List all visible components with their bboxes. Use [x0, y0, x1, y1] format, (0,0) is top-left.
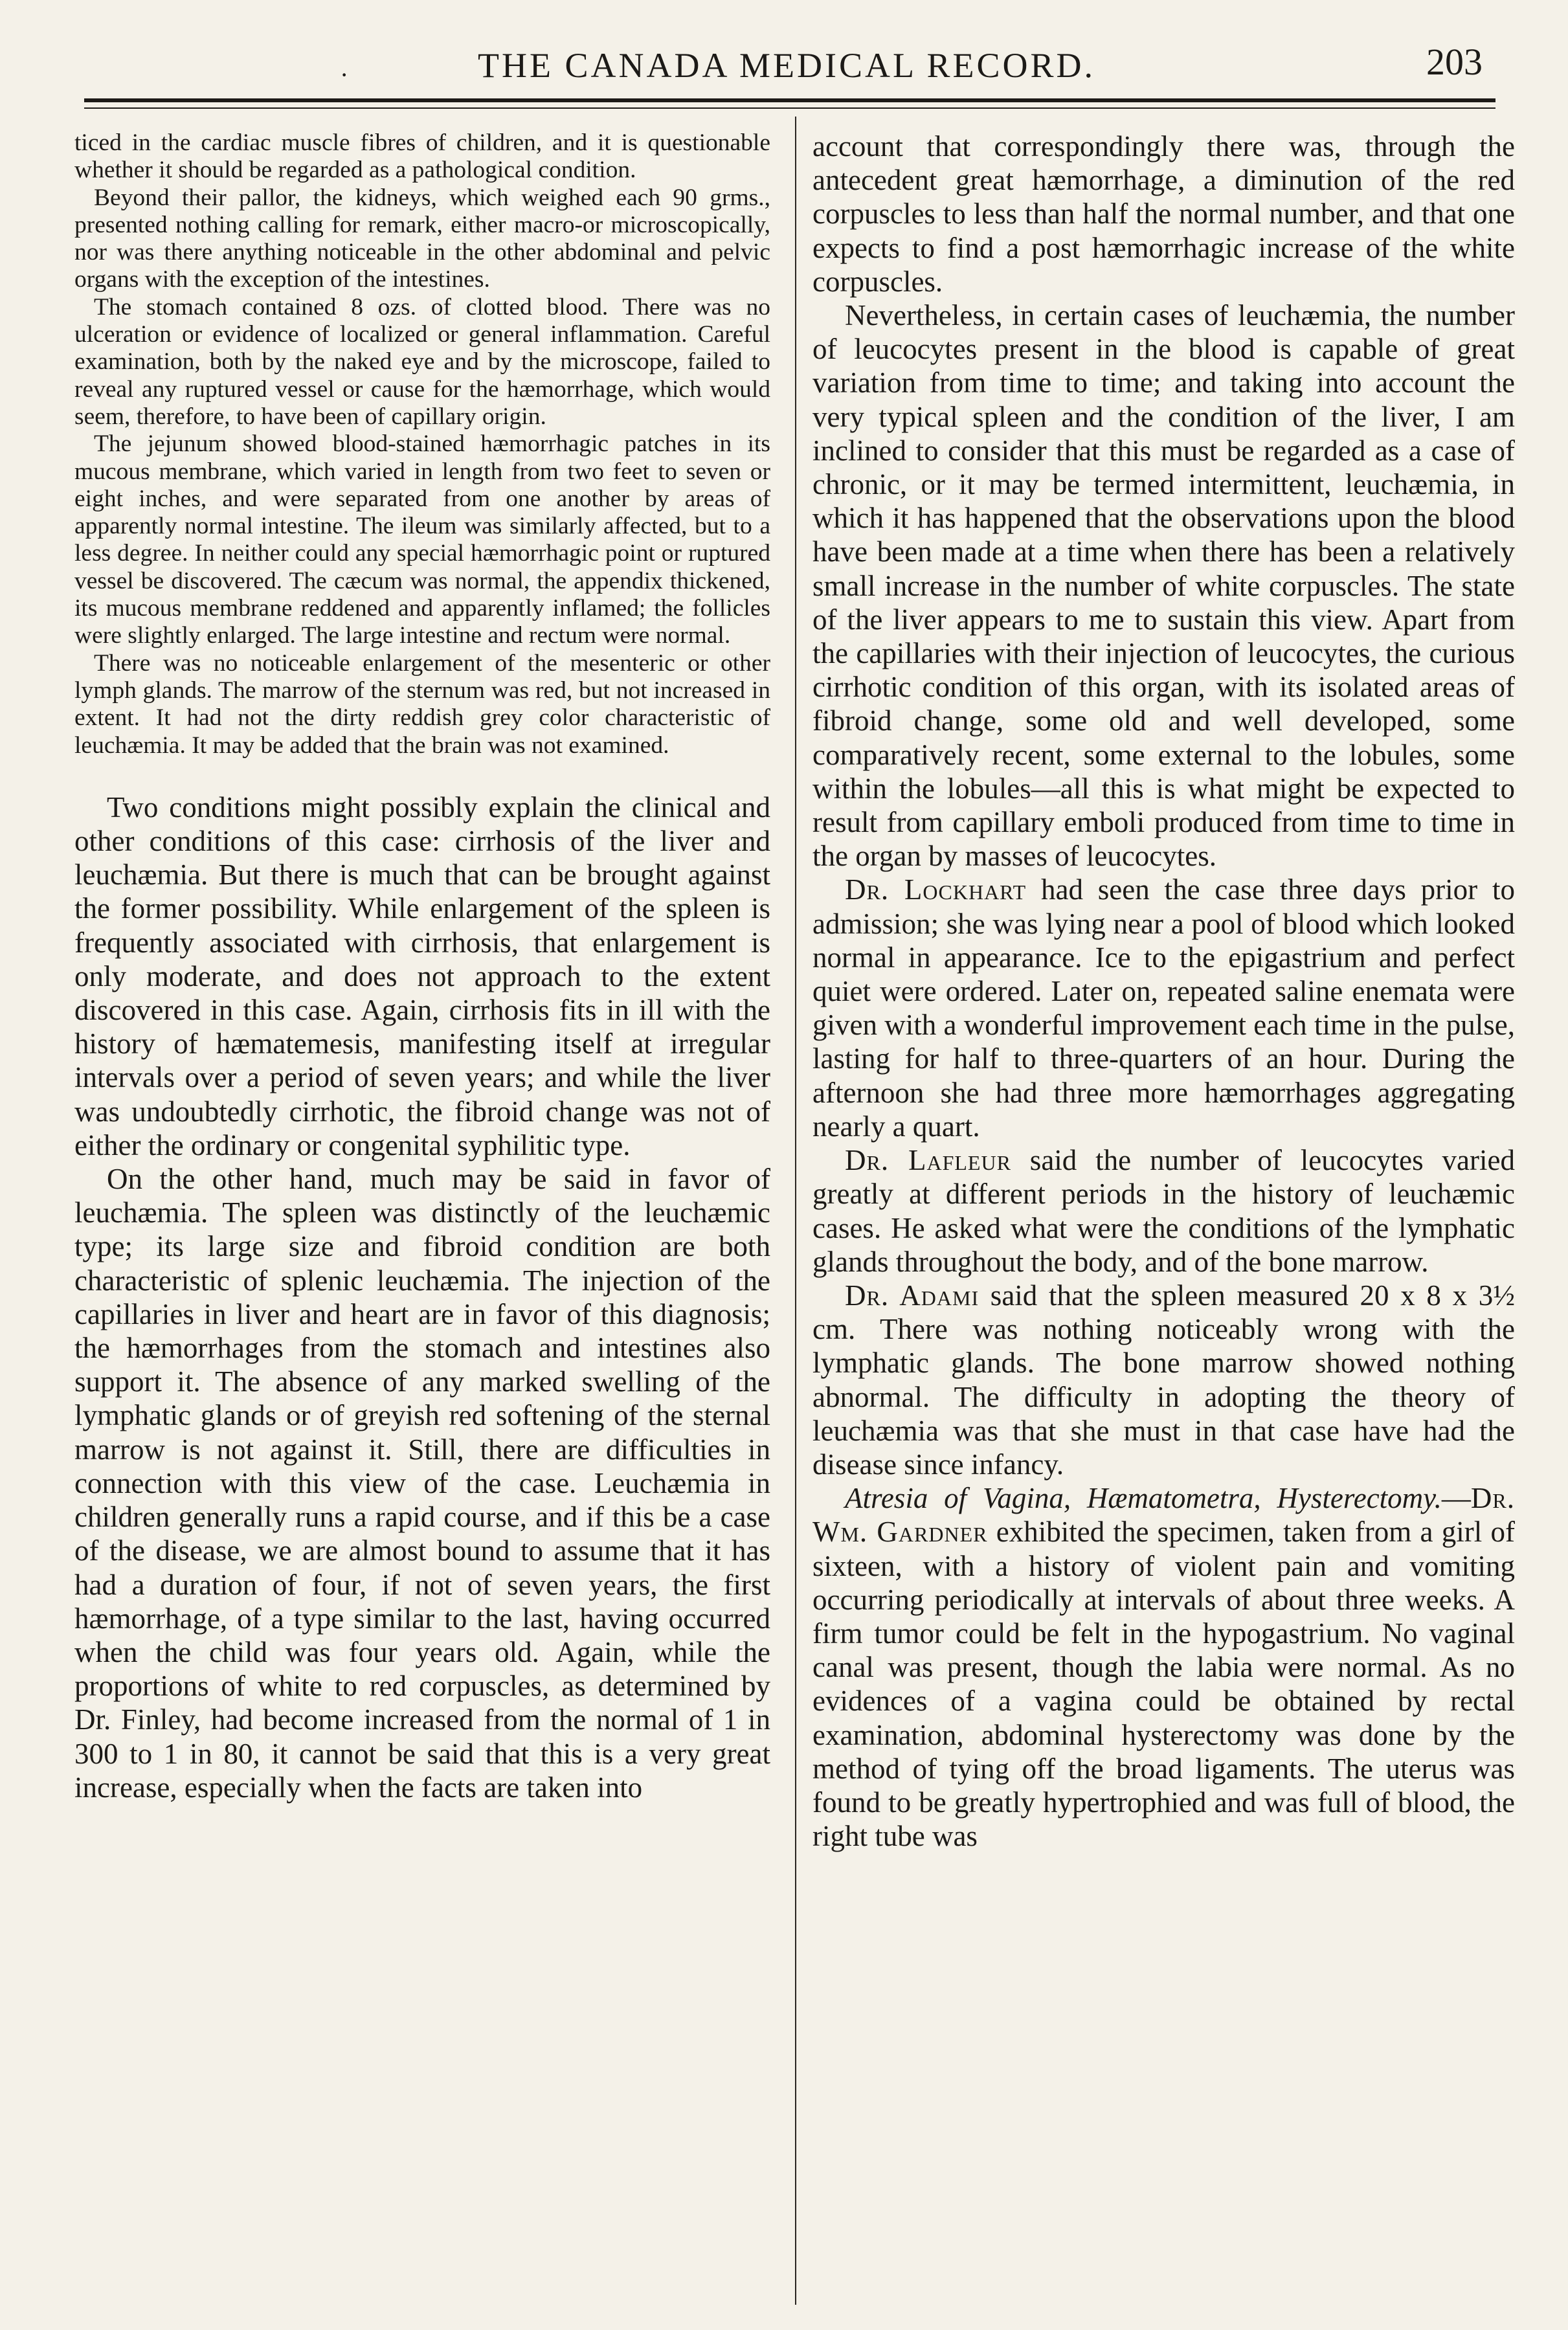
- autopsy-report-small-type: [74, 129, 770, 759]
- paragraph-text: said that the spleen measured 20 x 8 x 3½ cm. There was nothing noticeably wrong with the lymphatic glands. The bone marrow showed nothing abnormal. The difficulty in adopting the theory of leuchæmia was that she must in that case have had the disease since infancy.: [812, 1279, 1516, 1481]
- paragraph-text: said the number of leucocytes varied greatly at different periods in the history of leuchæmic cases. He asked what were the conditions of the lymphatic glands throughout the body, and of the bone marrow.: [812, 1144, 1515, 1278]
- case-title: Atresia of Vagina, Hæmatometra, Hysterectomy.: [845, 1482, 1442, 1515]
- paragraph: There was no noticeable enlargement of the mesenteric or other lymph glands. The marrow of the sternum was red, but not increased in extent. It had not the dirty reddish grey color characteristic of leuchæmia. It may be added that the brain was not examined.: [74, 649, 770, 759]
- page-number: 203: [1426, 41, 1483, 83]
- paragraph-lafleur: [812, 1143, 1515, 1279]
- paragraph: Two conditions might possibly explain the clinical and other conditions of this case: cirrhosis of the liver and leuchæmia. But there is much that can be brought against the former possibility. While enlargement of the spleen is frequently associated with cirrhosis, that enlargement is only moderate, and does not approach to the extent discovered in this case. Again, cirrhosis fits in ill with the history of hæmatemesis, manifesting itself at irregular intervals over a period of seven years; and while the liver was undoubtedly cirrhotic, the fibroid change was not of either the ordinary or congenital syphilitic type.: [74, 790, 770, 1161]
- speaker-name: Dr. Wm. Gardner: [812, 1482, 1515, 1549]
- em-dash: —: [1441, 1482, 1471, 1515]
- paragraph: Beyond their pallor, the kidneys, which weighed each 90 grms., presented nothing calling for remark, either macro-or microscopically, nor was there anything noticeable in the other abdominal and pelvic organs with the exception of the intestines.: [74, 184, 770, 293]
- paragraph-gardner: [812, 1481, 1515, 1853]
- paragraph-lockhart: [812, 873, 1515, 1143]
- header-rule-thick: [84, 98, 1495, 102]
- discussion-large-type: [74, 790, 770, 1804]
- paragraph: ticed in the cardiac muscle fibres of children, and it is questionable whether it should be regarded as a pathological condition.: [74, 129, 770, 184]
- right-column: [812, 129, 1515, 1853]
- paragraph-text: exhibited the specimen, taken from a girl of sixteen, with a history of violent pain and vomiting occurring periodically at intervals of about three weeks. A firm tumor could be felt in the hypogastrium. No vaginal canal was present, though the labia were normal. As no evidences of a vagina could be obtained by rectal examination, abdominal hysterectomy was done by the method of tying off the broad ligaments. The uterus was found to be greatly hypertrophied and was full of blood, the right tube was: [812, 1516, 1515, 1853]
- paragraph-text: had seen the case three days prior to admission; she was lying near a pool of blood which looked normal in appearance. Ice to the epigastrium and perfect quiet were ordered. Later on, repeated saline enemata were given with a wonderful improvement each time in the pulse, lasting for half to three-quarters of an hour. During the afternoon she had three more hæmorrhages aggregating nearly a quart.: [812, 873, 1515, 1143]
- speaker-name: Dr. Adami: [845, 1279, 980, 1312]
- speaker-name: Dr. Lockhart: [845, 873, 1027, 906]
- paragraph: The jejunum showed blood-stained hæmorrhagic patches in its mucous membrane, which varied in length from two feet to seven or eight inches, and were separated from one another by areas of apparently normal intestine. The ileum was similarly affected, but to a less degree. In neither could any special hæmorrhagic point or ruptured vessel be discovered. The cæcum was normal, the appendix thickened, its mucous membrane reddened and apparently inflamed; the follicles were slightly enlarged. The large intestine and rectum were normal.: [74, 431, 770, 649]
- left-column: [74, 129, 770, 1804]
- paragraph: The stomach contained 8 ozs. of clotted blood. There was no ulceration or evidence of localized or general inflammation. Careful examination, both by the naked eye and by the microscope, failed to reveal any ruptured vessel or cause for the hæmorrhage, which would seem, therefore, to have been of capillary origin.: [74, 293, 770, 430]
- speaker-name: Dr. Lafleur: [845, 1144, 1011, 1177]
- paragraph: On the other hand, much may be said in favor of leuchæmia. The spleen was distinctly of the leuchæmic type; its large size and fibroid condition are both characteristic of splenic leuchæmia. The injection of the capillaries in liver and heart are in favor of this diagnosis; the hæmorrhages from the stomach and intestines also support it. The absence of any marked swelling of the lymphatic glands or of greyish red softening of the sternal marrow is not against it. Still, there are difficulties in connection with this view of the case. Leuchæmia in children generally runs a rapid course, and if this be a case of the disease, we are almost bound to assume that it has had a duration of four, if not of seven years, the first hæmorrhage, of a type similar to the last, having occurred when the child was four years old. Again, while the proportions of white to red corpuscles, as determined by Dr. Finley, had become increased from the normal of 1 in 300 to 1 in 80, it cannot be said that this is a very great increase, especially when the facts are taken into: [74, 1163, 770, 1804]
- column-divider: [795, 117, 796, 2305]
- paragraph: account that correspondingly there was, through the antecedent great hæmorrhage, a diminution of the red corpuscles to less than half the normal number, and that one expects to find a post hæmorrhagic increase of the white corpuscles.: [812, 130, 1515, 298]
- journal-title: THE CANADA MEDICAL RECORD.: [478, 46, 1095, 85]
- paragraph: Nevertheless, in certain cases of leuchæmia, the number of leucocytes present in the blood is capable of great variation from time to time; and taking into account the very typical spleen and the condition of the liver, I am inclined to consider that this must be regarded as a case of chronic, or it may be termed intermittent, leuchæmia, in which it has happened that the observations upon the blood have been made at a time when there has been a relatively small increase in the number of white corpuscles. The state of the liver appears to me to sustain this view. Apart from the capillaries with their injection of leucocytes, the curious cirrhotic condition of this organ, with its isolated areas of fibroid change, some old and well developed, some comparatively recent, some external to the lobules, some within the lobules—all this is what might be expected to result from capillary emboli produced from time to time in the organ by masses of leucocytes.: [812, 299, 1515, 873]
- running-header: [84, 40, 1489, 105]
- paragraph-adami: [812, 1279, 1515, 1481]
- header-rule-thin: [84, 107, 1495, 109]
- header-dot: ·: [340, 60, 349, 89]
